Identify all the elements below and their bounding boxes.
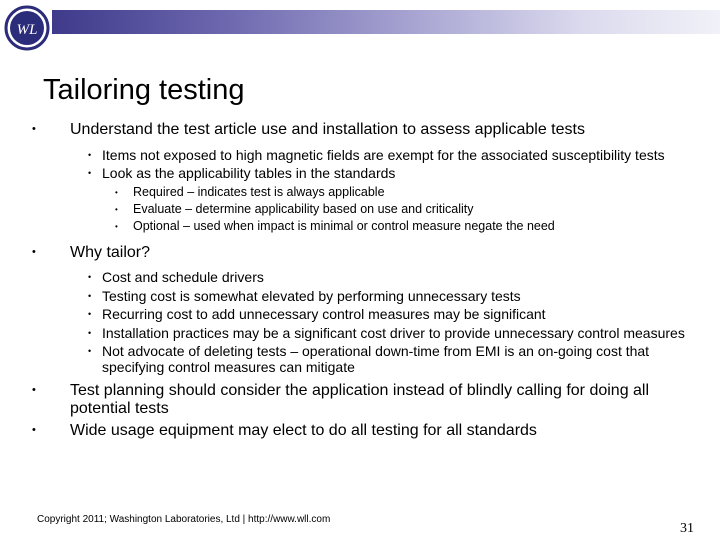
bullet-level1 (30, 422, 710, 440)
bullet-text: Items not exposed to high magnetic fields are exempt for the associated susceptibility tests (102, 146, 665, 163)
bullet-marker: • (88, 327, 92, 338)
copyright-footer: Copyright 2011; Washington Laboratories, Ltd | http://www.wll.com (37, 514, 331, 525)
wll-logo (4, 5, 50, 51)
page-title: Tailoring testing (43, 74, 245, 106)
bullet-marker: • (115, 187, 118, 197)
bullet-text: Installation practices may be a significant cost driver to provide unnecessary control measures (102, 324, 685, 341)
bullet-text: Recurring cost to add unnecessary control measures may be significant (102, 306, 546, 322)
bullet-level1 (30, 244, 710, 262)
bullet-text: Why tailor? (70, 243, 151, 261)
bullet-marker: • (88, 149, 92, 160)
bullet-text: Wide usage equipment may elect to do all testing for all standards (70, 422, 537, 439)
bullet-marker: • (88, 290, 92, 301)
bullet-level3 (30, 202, 710, 217)
bullet-level2 (30, 270, 710, 286)
bullet-level2 (30, 326, 710, 342)
bullet-marker: • (32, 245, 36, 258)
bullet-text: Testing cost is somewhat elevated by performing unnecessary tests (102, 287, 521, 304)
bullet-marker: • (32, 424, 36, 436)
bullet-text: Look as the applicability tables in the standards (102, 165, 396, 181)
bullet-marker: • (115, 204, 118, 214)
bullet-text: Not advocate of deleting tests – operational down-time from EMI is an on-going cost that specifying control measures can mitigate (102, 343, 650, 375)
bullet-marker: • (88, 346, 92, 356)
bullet-marker: • (115, 221, 118, 231)
bullet-marker: • (88, 272, 92, 282)
bullet-level3 (30, 185, 710, 200)
bullet-marker: • (32, 123, 36, 135)
bullet-text: Optional – used when impact is minimal or control measure negate the need (133, 218, 555, 233)
bullet-level2 (30, 344, 710, 375)
bullet-marker: • (88, 168, 92, 178)
bullet-text: Cost and schedule drivers (102, 269, 264, 285)
bullet-level2 (30, 148, 710, 164)
bullet-level2 (30, 307, 710, 323)
bullet-text: Understand the test article use and installation to assess applicable tests (70, 121, 585, 138)
bullet-text: Evaluate – determine applicability based on use and criticality (133, 201, 474, 216)
bullet-marker: • (32, 384, 36, 396)
page-number: 31 (680, 521, 694, 536)
bullet-level1 (30, 382, 710, 417)
bullet-text: Required – indicates test is always applicable (133, 184, 385, 199)
bullet-level1 (30, 121, 710, 139)
bullet-marker: • (88, 309, 92, 319)
bullet-list (30, 121, 710, 445)
header-gradient-bar (52, 10, 720, 34)
bullet-level3 (30, 219, 710, 234)
bullet-level2 (30, 289, 710, 305)
bullet-text: Test planning should consider the application instead of blindly calling for doing all potential tests (70, 382, 650, 417)
bullet-level2 (30, 166, 710, 182)
wll-logo-text: WL (16, 22, 38, 38)
